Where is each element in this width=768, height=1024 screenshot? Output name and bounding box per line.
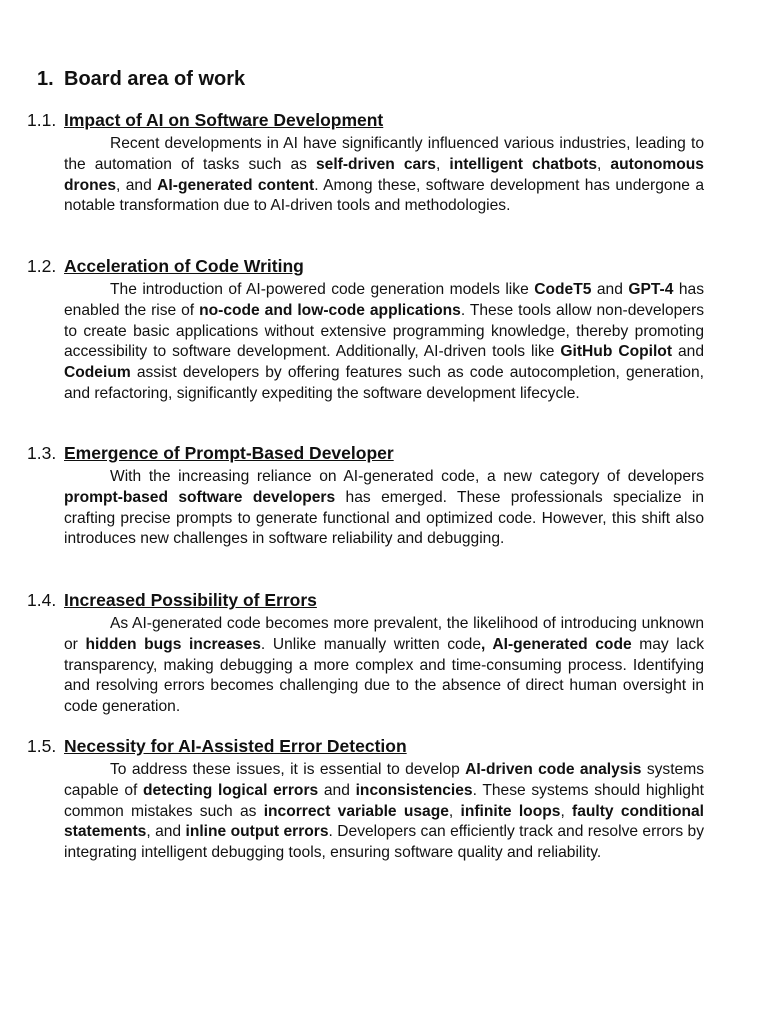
paragraph-text: . Unlike manually written code xyxy=(260,635,482,653)
paragraph-text: systems capable of xyxy=(64,761,705,799)
paragraph-text: . These tools allow non-developers to create basic applications without extensive programming knowledge, thereby promoting accessibility to software development. Additionally, AI-driven tools like xyxy=(64,301,704,361)
paragraph-text: may lack transparency, making debugging a more complex and time-consuming process. Identifying and resolving errors becomes challenging due to the absence of direct human oversight in code generation. xyxy=(64,635,704,716)
paragraph-text: . Developers can efficiently track and resolve errors by integrating intelligent debugging tools, ensuring software quality and reliability. xyxy=(64,823,705,862)
main-heading-title: Board area of work xyxy=(64,68,246,90)
section-number: 1.5. xyxy=(27,736,57,756)
paragraph-text: , xyxy=(435,155,450,173)
paragraph-text: , xyxy=(597,155,611,173)
section-prompt-based-developer xyxy=(27,442,704,550)
section-heading xyxy=(27,589,704,611)
paragraph-text: , and xyxy=(146,823,186,841)
section-paragraph xyxy=(64,134,704,217)
emphasized-term: AI-generated content xyxy=(157,176,315,194)
section-acceleration-of-code-writing xyxy=(27,255,704,405)
paragraph-text: assist developers by offering features such as code autocompletion, generation, and refactoring, significantly expediting the software development lifecycle. xyxy=(64,364,704,402)
section-number: 1.1. xyxy=(27,110,57,130)
emphasized-term: inconsistencies xyxy=(355,781,473,799)
paragraph-text: has emerged. These professionals specialize in crafting precise prompts to generate functional and optimized code. However, this shift also introduces new challenges in software reliability and debugging. xyxy=(64,488,704,548)
emphasized-term: faulty conditional statements xyxy=(64,802,705,841)
paragraph-text: and xyxy=(318,781,356,799)
section-title: Emergence of Prompt-Based Developer xyxy=(64,443,394,463)
section-heading xyxy=(27,735,704,757)
section-impact-of-ai xyxy=(27,109,704,217)
emphasized-term: GPT-4 xyxy=(628,281,674,298)
section-paragraph xyxy=(64,614,704,718)
emphasized-term: inline output errors xyxy=(185,823,329,841)
emphasized-term: detecting logical errors xyxy=(143,781,319,799)
section-paragraph xyxy=(64,760,704,864)
section-title: Increased Possibility of Errors xyxy=(64,590,317,610)
section-ai-assisted-error-detection xyxy=(27,735,704,864)
section-title: Impact of AI on Software Development xyxy=(64,110,384,130)
paragraph-text: As AI-generated code becomes more prevalent, the likelihood of introducing unknown or xyxy=(64,615,704,653)
emphasized-term: incorrect variable usage xyxy=(263,802,449,820)
paragraph-text: The introduction of AI-powered code generation models like xyxy=(110,281,535,298)
paragraph-text: To address these issues, it is essential to develop xyxy=(110,761,466,778)
emphasized-term: hidden bugs increases xyxy=(85,635,261,653)
emphasized-term: Codeium xyxy=(64,364,131,382)
main-heading xyxy=(37,68,245,91)
section-paragraph xyxy=(64,280,704,405)
emphasized-term: , AI-generated code xyxy=(481,635,632,653)
emphasized-term: AI-driven code analysis xyxy=(465,761,642,778)
section-title: Acceleration of Code Writing xyxy=(64,256,304,276)
paragraph-text: , xyxy=(560,802,573,820)
section-title: Necessity for AI-Assisted Error Detection xyxy=(64,736,407,756)
emphasized-term: self-driven cars xyxy=(315,155,436,173)
section-heading xyxy=(27,255,704,277)
main-heading-number: 1. xyxy=(37,68,54,90)
paragraph-text: With the increasing reliance on AI-generated code, a new category of developers xyxy=(110,468,704,485)
section-paragraph xyxy=(64,467,704,550)
paragraph-text: and xyxy=(591,281,629,298)
section-heading xyxy=(27,109,704,131)
paragraph-text: and xyxy=(672,343,704,361)
paragraph-text: has enabled the rise of xyxy=(64,281,704,319)
emphasized-term: no-code and low-code applications xyxy=(199,301,461,319)
paragraph-text: . These systems should highlight common mistakes such as xyxy=(64,781,704,820)
emphasized-term: CodeT5 xyxy=(534,281,592,298)
paragraph-text: Recent developments in AI have significantly influenced various industries, leading to the automation of tasks such as xyxy=(64,135,704,173)
emphasized-term: infinite loops xyxy=(460,802,561,820)
paragraph-text: , and xyxy=(116,176,158,194)
section-number: 1.4. xyxy=(27,590,57,610)
section-heading xyxy=(27,442,704,464)
section-increased-possibility-of-errors xyxy=(27,589,704,718)
emphasized-term: prompt-based software developers xyxy=(64,488,336,506)
paragraph-text: , xyxy=(448,802,461,820)
section-number: 1.2. xyxy=(27,256,57,276)
emphasized-term: GitHub Copilot xyxy=(560,343,673,361)
emphasized-term: intelligent chatbots xyxy=(449,155,598,173)
section-number: 1.3. xyxy=(27,443,57,463)
paragraph-text: . Among these, software development has undergone a notable transformation due to AI-driven tools and methodologies. xyxy=(64,176,705,215)
emphasized-term: autonomous drones xyxy=(64,155,704,194)
